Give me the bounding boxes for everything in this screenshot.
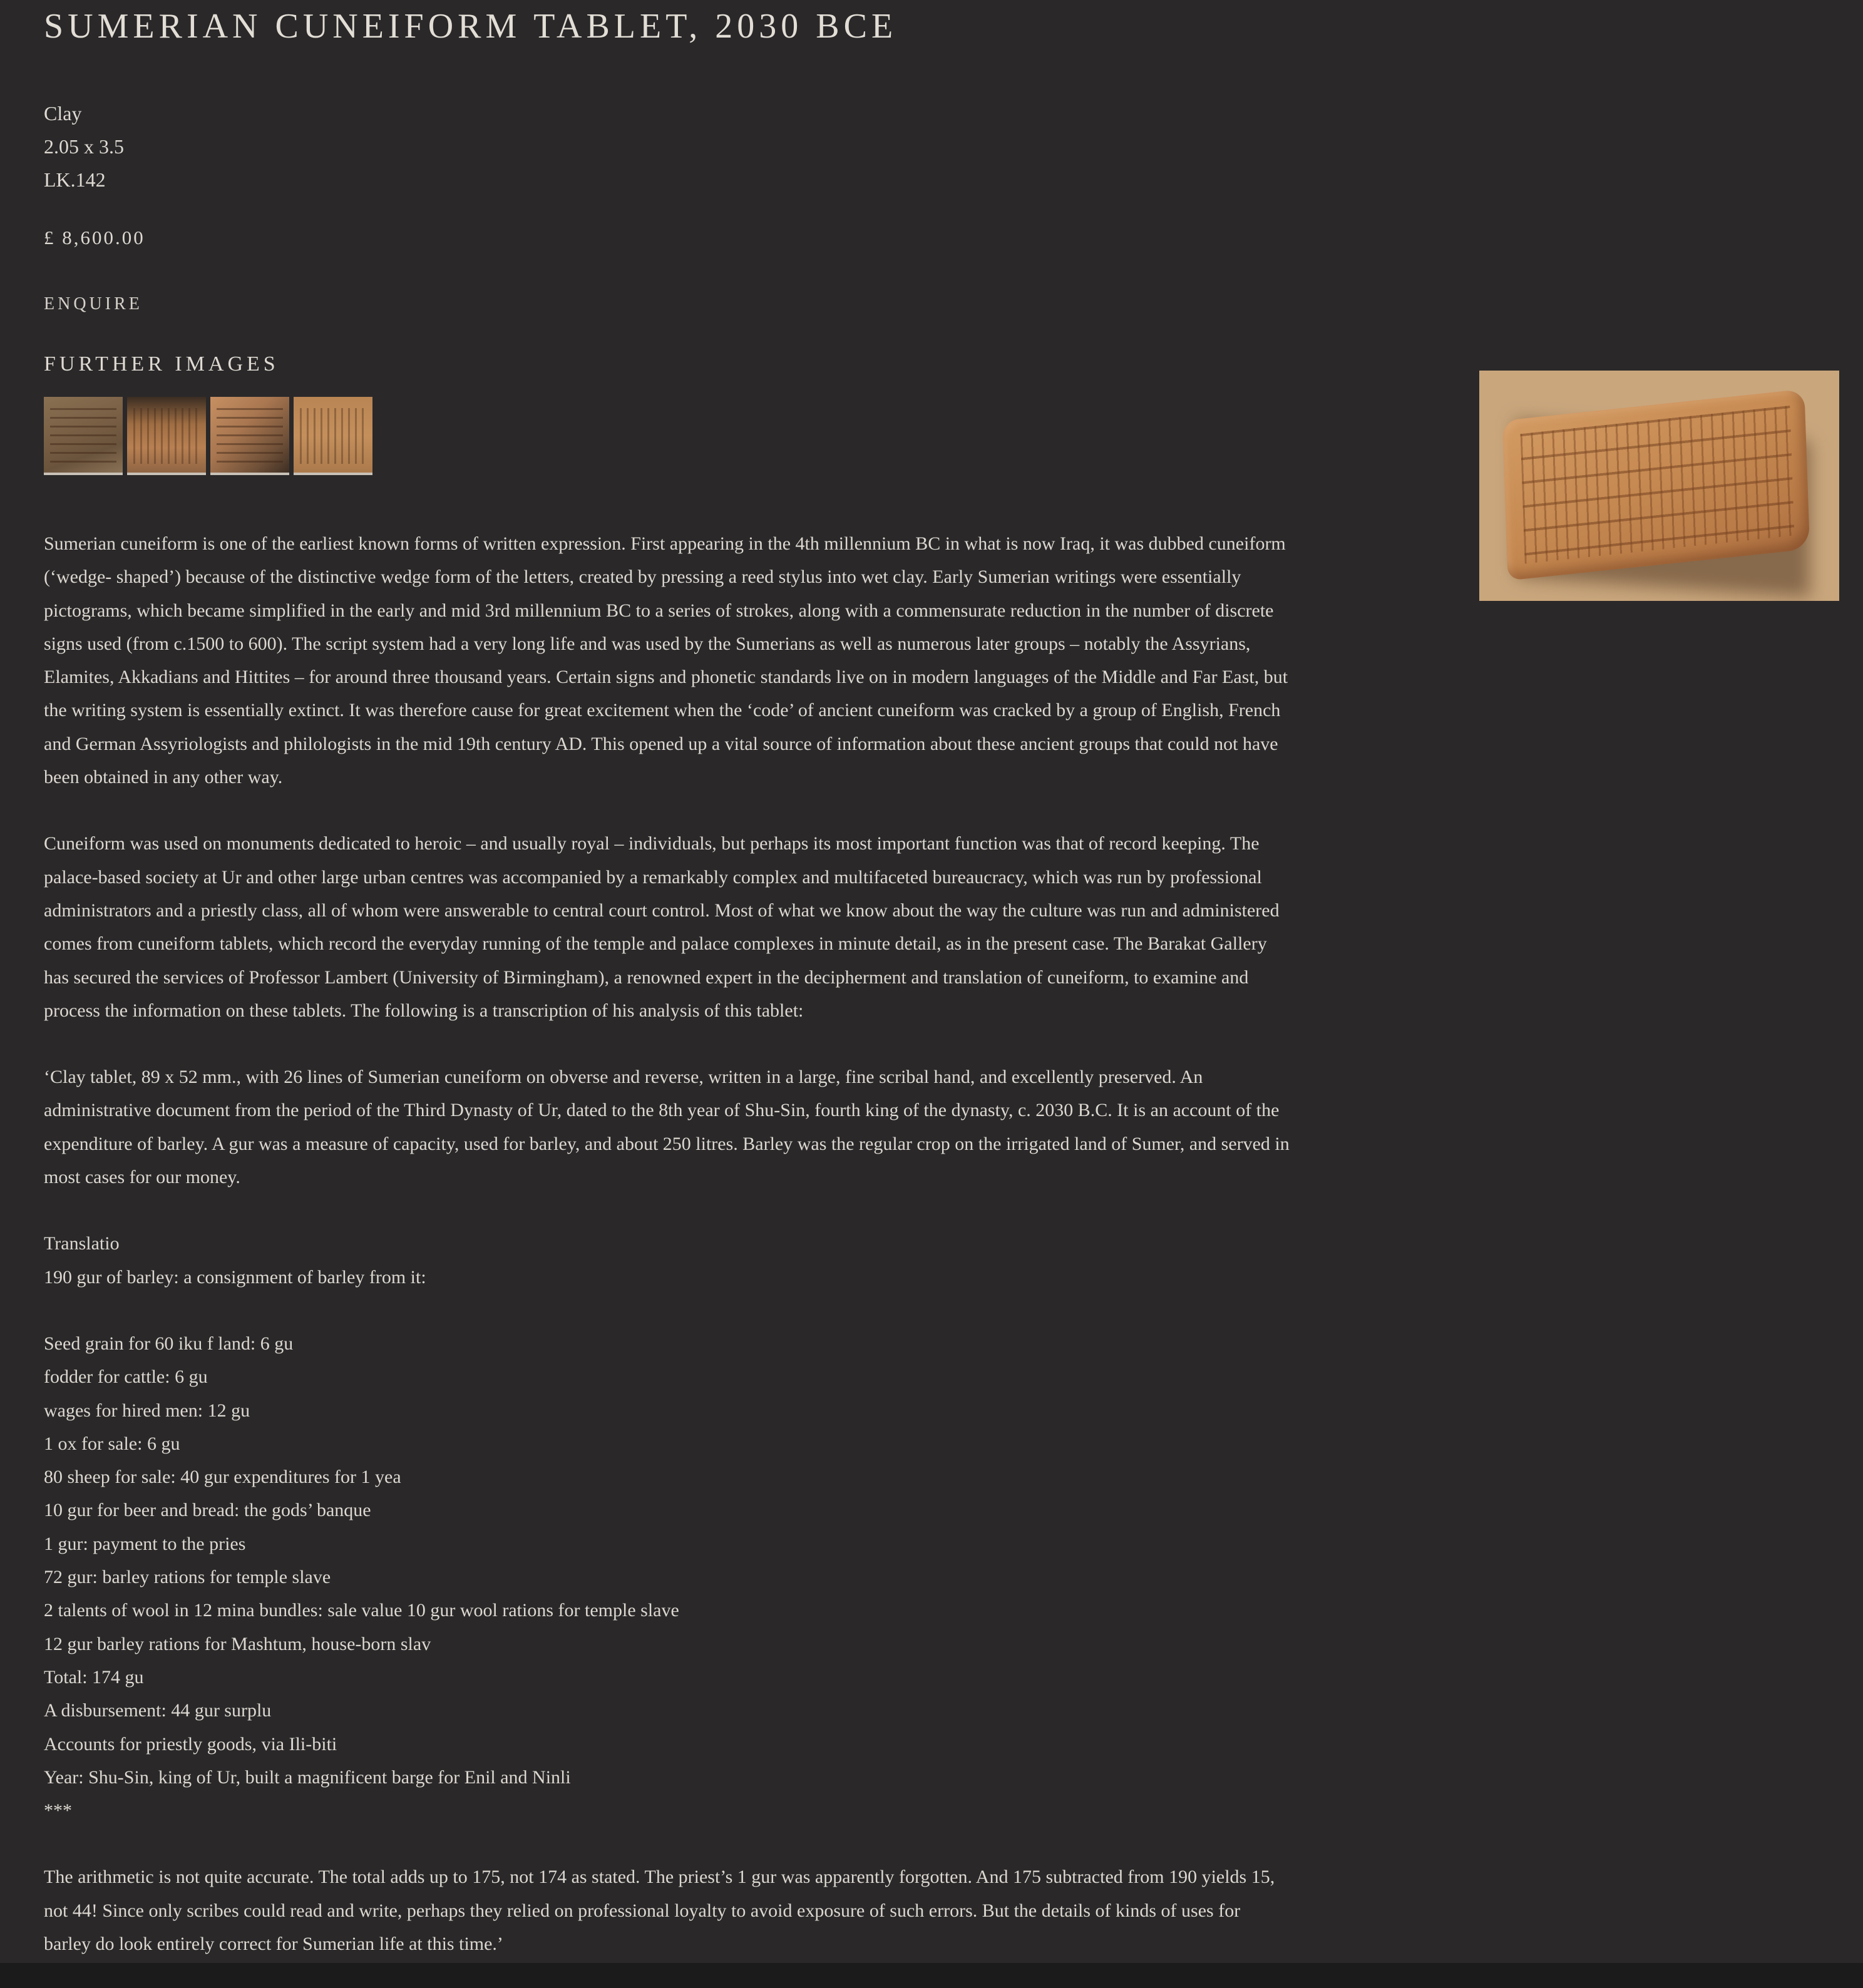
thumbnail-texture	[217, 408, 283, 464]
thumbnail-underline	[210, 473, 289, 475]
thumbnail-texture	[133, 408, 200, 464]
translation-line: 1 gur: payment to the pries	[44, 1533, 246, 1554]
translation-line: Year: Shu-Sin, king of Ur, built a magnificent barge for Enil and Ninli	[44, 1766, 571, 1788]
translation-line: 80 sheep for sale: 40 gur expenditures for 1 yea	[44, 1467, 401, 1488]
translation-line: Seed grain for 60 iku f land: 6 gu	[44, 1333, 294, 1354]
translation-line: 12 gur barley rations for Mashtum, house-born slav	[44, 1633, 431, 1654]
translation-line: 10 gur for beer and bread: the gods’ banque	[44, 1500, 371, 1521]
price: £ 8,600.00	[44, 227, 145, 248]
page-title: SUMERIAN CUNEIFORM TABLET, 2030 BCE	[44, 7, 898, 46]
translation-line: 72 gur: barley rations for temple slave	[44, 1567, 331, 1588]
cuneiform-signs	[1521, 406, 1795, 564]
bottom-strip	[0, 1963, 1863, 1988]
translation-block	[44, 1227, 1290, 1294]
translation-line: A disbursement: 44 gur surplu	[44, 1700, 272, 1721]
object-details	[44, 97, 124, 197]
translation-line: wages for hired men: 12 gu	[44, 1400, 250, 1421]
translation-line: ***	[44, 1800, 72, 1821]
description-paragraph-1: Sumerian cuneiform is one of the earliest known forms of written expression. First appearing in the 4th millennium BC in what is now Iraq, it was dubbed cuneiform (‘wedge- shaped’) because of the distinctive wedge form of the letters, created by pressing a reed stylus into wet clay. Early Sumerian writings were essentially pictograms, which became simplified in the early and mid 3rd millennium BC to a series of strokes, along with a commensurate reduction in the number of discrete signs used (from c.1500 to 600). The script system had a very long life and was used by the Sumerians as well as numerous later groups – notably the Assyrians, Elamites, Akkadians and Hittites – for around three thousand years. Certain signs and phonetic standards live on in modern languages of the Middle and Far East, but the writing system is essentially extinct. It was therefore cause for great excitement when the ‘code’ of ancient cuneiform was cracked by a group of English, French and German Assyriologists and philologists in the mid 19th century AD. This opened up a vital source of information about these ancient groups that could not have been obtained in any other way.	[44, 533, 1288, 788]
thumbnail-texture	[300, 408, 366, 464]
translation-line: 1 ox for sale: 6 gu	[44, 1433, 180, 1454]
translation-line: fodder for cattle: 6 gu	[44, 1366, 208, 1388]
tablet-illustration	[1502, 389, 1810, 580]
dimensions: 2.05 x 3.5	[44, 135, 124, 158]
closing-paragraph: The arithmetic is not quite accurate. The total adds up to 175, not 174 as stated. The priest’s 1 gur was apparently forgotten. And 175 subtracted from 190 yields 15, not 44! Since only scribes could read and write, perhaps they relied on professional loyalty to avoid exposure of such errors. But the details of kinds of uses for barley do look entirely correct for Sumerian life at this time.’	[44, 1867, 1275, 1954]
enquire-link[interactable]: ENQUIRE	[44, 294, 143, 314]
material: Clay	[44, 102, 82, 125]
main-tablet-image[interactable]	[1479, 371, 1839, 601]
translation-intro: 190 gur of barley: a consignment of barley from it:	[44, 1266, 426, 1288]
thumbnail-texture	[50, 408, 116, 464]
thumbnail-underline	[44, 473, 123, 475]
thumbnail-2[interactable]	[127, 397, 206, 475]
thumbnail-4[interactable]	[294, 397, 372, 475]
further-images-heading: FURTHER IMAGES	[44, 352, 279, 376]
description	[44, 527, 1290, 1988]
translation-heading: Translatio	[44, 1233, 120, 1254]
reference-number: LK.142	[44, 168, 106, 191]
translation-line: 2 talents of wool in 12 mina bundles: sale value 10 gur wool rations for temple slave	[44, 1600, 679, 1621]
description-paragraph-3: ‘Clay tablet, 89 x 52 mm., with 26 lines of Sumerian cuneiform on obverse and reverse, written in a large, fine scribal hand, and excellently preserved. An administrative document from the period of the Third Dynasty of Ur, dated to the 8th year of Shu-Sin, fourth king of the dynasty, c. 2030 B.C. It is an account of the expenditure of barley. A gur was a measure of capacity, used for barley, and about 250 litres. Barley was the regular crop on the irrigated land of Sumer, and served in most cases for our money.	[44, 1067, 1290, 1188]
translation-line: Accounts for priestly goods, via Ili-biti	[44, 1733, 337, 1755]
translation-list	[44, 1327, 1290, 1827]
thumbnail-1[interactable]	[44, 397, 123, 475]
thumbnail-3[interactable]	[210, 397, 289, 475]
thumbnail-underline	[294, 473, 372, 475]
thumbnail-underline	[127, 473, 206, 475]
translation-line: Total: 174 gu	[44, 1666, 144, 1688]
description-paragraph-2: Cuneiform was used on monuments dedicated to heroic – and usually royal – individuals, but perhaps its most important function was that of record keeping. The palace-based society at Ur and other large urban centres was accompanied by a remarkably complex and multifaceted bureaucracy, which was run by professional administrators and a priestly class, all of whom were answerable to central court control. Most of what we know about the way the culture was run and administered comes from cuneiform tablets, which record the everyday running of the temple and palace complexes in minute detail, as in the present case. The Barakat Gallery has secured the services of Professor Lambert (University of Birmingham), a renowned expert in the decipherment and translation of cuneiform, to examine and process the information on these tablets. The following is a transcription of his analysis of this tablet:	[44, 833, 1280, 1021]
